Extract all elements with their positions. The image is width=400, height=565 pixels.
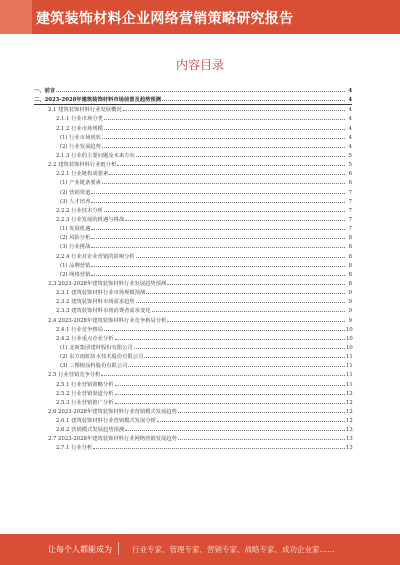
toc-entry-label: 2.5 行业营销竞争分析: [48, 372, 101, 379]
toc-entry-page: 12: [346, 408, 353, 415]
toc-entry-page: 11: [346, 372, 353, 379]
toc-entry-page: 12: [346, 418, 353, 425]
toc-entry-label: 2.1.3 行业的主要问题及未来方向: [56, 152, 135, 159]
toc-leader-dots: [157, 416, 345, 422]
toc-entry-label: 2.3.1 建筑装饰材料行业市场规模预测: [56, 290, 146, 297]
toc-leader-dots: [91, 242, 345, 248]
toc-entry-label: 2.2 建筑装饰材料行业链分析: [48, 162, 117, 169]
toc-entry-label: 2.4.2 行业重点企业分析: [56, 335, 114, 342]
toc-entry-label: 2.6 2023-2028年建筑装饰材料行业营销模式发展趋势: [48, 408, 177, 415]
toc-entry-page: 5: [348, 152, 352, 159]
toc-entry-label: 2.4 2023-2028年建筑装饰材料行业竞争格局分析: [48, 317, 167, 324]
toc-leader-dots: [134, 343, 345, 349]
toc-entry-label: 2.2.2 行业技术分析: [56, 207, 103, 214]
toc-entry[interactable]: [34, 288, 352, 297]
toc-leader-dots: [136, 252, 345, 258]
toc-entry-page: 4: [348, 143, 352, 150]
toc-entry-page: 11: [346, 354, 353, 361]
toc-leader-dots: [101, 370, 345, 376]
toc-entry[interactable]: [34, 416, 352, 425]
toc-entry-label: (2) 风险分析: [60, 235, 91, 242]
toc-entry[interactable]: [34, 261, 352, 270]
toc-entry-page: 7: [348, 207, 352, 214]
toc-entry[interactable]: [34, 105, 352, 114]
toc-leader-dots: [123, 105, 345, 111]
toc-entry[interactable]: [34, 86, 352, 95]
toc-leader-dots: [91, 224, 345, 230]
toc-leader-dots: [104, 124, 345, 130]
toc-leader-dots: [128, 361, 345, 367]
toc-entry-page: 4: [348, 125, 352, 132]
toc-leader-dots: [136, 297, 345, 303]
toc-entry-label: (3) 人才培养: [60, 198, 91, 205]
toc-entry-page: 4: [348, 116, 352, 123]
toc-entry-page: 8: [348, 280, 352, 287]
toc-entry-label: 2.5.3 行业营销推广分析: [56, 399, 114, 406]
toc-entry-label: 2.3.3 建筑装饰材料市场消费者需求变化: [56, 308, 151, 315]
toc-entry[interactable]: [34, 224, 352, 233]
toc-leader-dots: [115, 334, 345, 340]
toc-entry[interactable]: [34, 114, 352, 123]
toc-leader-dots: [115, 398, 345, 404]
footer-divider: [118, 542, 119, 555]
toc-entry-page: 10: [346, 335, 353, 342]
toc-leader-dots: [125, 215, 345, 221]
footer-slogan: 让每个人都能成为: [48, 545, 112, 554]
toc-entry-page: 7: [348, 216, 352, 223]
toc-leader-dots: [162, 95, 345, 101]
toc-entry-label: (1) 行业市场现状: [60, 134, 101, 141]
toc-entry[interactable]: [34, 151, 352, 160]
toc-entry-label: 2.4.1 行业竞争格局: [56, 326, 103, 333]
toc-entry-page: 13: [346, 445, 353, 452]
toc-entry-label: 2.3.2 建筑装饰材料市场需求趋势: [56, 299, 135, 306]
toc-entry[interactable]: [34, 270, 352, 279]
toc-entry-page: 9: [348, 317, 352, 324]
footer-experts: 行业专家、管理专家、营销专家、战略专家、成功企业家……: [132, 545, 335, 554]
toc-entry-label: 2.2.3 行业发展的机遇与挑战: [56, 216, 125, 223]
toc-leader-dots: [102, 133, 345, 139]
page-footer-bar: [0, 534, 400, 565]
toc-leader-dots: [167, 316, 345, 322]
toc-entry[interactable]: [34, 142, 352, 151]
toc-leader-dots: [115, 389, 345, 395]
toc-entry-page: 7: [348, 198, 352, 205]
toc-leader-dots: [152, 306, 345, 312]
toc-entry[interactable]: [34, 398, 352, 407]
toc-entry-label: (3) 三棵树涂料股份有限公司: [60, 363, 128, 370]
toc-leader-dots: [125, 425, 345, 431]
toc-entry[interactable]: [34, 133, 352, 142]
toc-entry-label: 2.6.2 营销模式发展趋势预测: [56, 427, 125, 434]
toc-leader-dots: [91, 188, 345, 194]
toc-entry-label: 2.1 建筑装饰材料行业发展概况: [48, 107, 122, 114]
toc-entry[interactable]: [34, 434, 352, 443]
toc-entry-label: 2.2.4 行业对企业营销的影响分析: [56, 253, 135, 260]
toc-entry-label: (1) 发展机遇: [60, 226, 91, 233]
toc-entry[interactable]: [34, 316, 352, 325]
toc-entry-label: (2) 营销渠道: [60, 189, 91, 196]
page-header-bar: [0, 0, 400, 34]
toc-entry[interactable]: [34, 425, 352, 434]
toc-entry-page: 12: [346, 399, 353, 406]
toc-leader-dots: [91, 197, 345, 203]
toc-entry-page: 8: [348, 235, 352, 242]
toc-entry-label: 2.7.1 行业分析: [56, 445, 93, 452]
toc-entry[interactable]: [34, 380, 352, 389]
toc-entry[interactable]: [34, 334, 352, 343]
toc-entry-page: 4: [348, 88, 352, 94]
toc-entry[interactable]: [34, 178, 352, 187]
toc-entry-label: 2.1.1 行业市场分类: [56, 116, 103, 123]
toc-entry[interactable]: [34, 361, 352, 370]
toc-entry-label: (2) 东方雨虹防水技术股份有限公司: [60, 354, 144, 361]
toc-entry-page: 4: [348, 107, 352, 114]
toc-leader-dots: [104, 206, 345, 212]
toc-entry[interactable]: [34, 197, 352, 206]
toc-entry[interactable]: [34, 215, 352, 224]
toc-entry[interactable]: [34, 443, 352, 452]
toc-entry-label: (3) 行业挑战: [60, 244, 91, 251]
toc-leader-dots: [93, 443, 345, 449]
toc-entry[interactable]: [34, 188, 352, 197]
toc-entry-page: 9: [348, 290, 352, 297]
toc-entry[interactable]: [34, 389, 352, 398]
toc-entry-label: 2.2.1 行业链构成要素: [56, 171, 109, 178]
toc-entry-label: 二、2023-2028年建筑装饰材料市场前景及趋势预测: [34, 97, 162, 104]
toc-entry[interactable]: [34, 407, 352, 416]
toc-entry-page: 8: [348, 262, 352, 269]
toc-entry-page: 6: [348, 171, 352, 178]
toc-entry[interactable]: [34, 124, 352, 133]
toc-entry-page: 13: [346, 436, 353, 443]
toc-leader-dots: [91, 270, 345, 276]
toc-entry[interactable]: [34, 343, 352, 352]
toc-entry-label: (1) 产业链条要素: [60, 180, 101, 187]
toc-entry-label: (2) 行业发展趋势: [60, 143, 101, 150]
toc-entry[interactable]: [34, 169, 352, 178]
toc-entry-page: 8: [348, 271, 352, 278]
toc-entry-page: 9: [348, 308, 352, 315]
toc-entry-page: 11: [346, 363, 353, 370]
toc-leader-dots: [91, 261, 345, 267]
toc-leader-dots: [136, 151, 345, 157]
toc-entry-label: 2.3 2023-2028年建筑装饰材料行业发展趋势预测: [48, 280, 167, 287]
toc-entry-label: 2.5.2 行业营销渠道分析: [56, 390, 114, 397]
toc-entry[interactable]: [34, 252, 352, 261]
toc-entry-label: (1) 北新集团建材股份有限公司: [60, 344, 133, 351]
toc-entry[interactable]: [34, 206, 352, 215]
toc-entry-page: 5: [348, 162, 352, 169]
toc-entry[interactable]: [34, 370, 352, 379]
toc-entry-page: 4: [348, 134, 352, 141]
toc-entry-page: 11: [346, 381, 353, 388]
toc-leader-dots: [178, 407, 345, 413]
toc-entry[interactable]: [34, 306, 352, 315]
toc-entry-page: 10: [346, 326, 353, 333]
toc-leader-dots: [146, 288, 345, 294]
toc-leader-dots: [56, 86, 345, 92]
toc-leader-dots: [104, 114, 345, 120]
toc-entry[interactable]: [34, 160, 352, 169]
toc-leader-dots: [115, 380, 345, 386]
toc-leader-dots: [117, 160, 345, 166]
toc-entry-page: 13: [346, 427, 353, 434]
toc-leader-dots: [102, 178, 345, 184]
toc-leader-dots: [109, 169, 345, 175]
table-of-contents: [34, 86, 352, 453]
toc-entry[interactable]: [34, 352, 352, 361]
toc-entry[interactable]: [34, 233, 352, 242]
toc-entry-page: 8: [348, 244, 352, 251]
toc-entry-page: 7: [348, 189, 352, 196]
toc-entry[interactable]: [34, 279, 352, 288]
toc-entry-page: 8: [348, 253, 352, 260]
toc-entry-page: 4: [348, 97, 352, 104]
toc-entry-page: 12: [346, 390, 353, 397]
toc-entry-label: 2.5.1 行业营销策略分析: [56, 381, 114, 388]
toc-entry[interactable]: [34, 242, 352, 251]
toc-entry[interactable]: [34, 297, 352, 306]
toc-leader-dots: [144, 352, 345, 358]
toc-entry-page: 10: [346, 344, 353, 351]
toc-entry-page: 7: [348, 226, 352, 233]
toc-entry[interactable]: [34, 95, 352, 105]
toc-entry-label: (1) 品牌营销: [60, 262, 91, 269]
toc-leader-dots: [167, 279, 345, 285]
toc-heading: 内容目录: [175, 58, 224, 72]
toc-entry-label: 2.1.2 行业市场规模: [56, 125, 103, 132]
toc-entry-label: (2) 网络营销: [60, 271, 91, 278]
toc-leader-dots: [178, 434, 345, 440]
toc-entry-label: 2.7 2023-2028年建筑装饰材料行业网络营销发展趋势: [48, 436, 177, 443]
toc-entry-label: 一、前言: [34, 88, 56, 94]
toc-leader-dots: [104, 325, 345, 331]
toc-entry-page: 6: [348, 180, 352, 187]
toc-entry[interactable]: [34, 325, 352, 334]
report-title: 建筑装饰材料企业网络营销策略研究报告: [36, 11, 294, 27]
toc-leader-dots: [91, 233, 345, 239]
toc-entry-page: 9: [348, 299, 352, 306]
toc-entry-label: 2.6.1 建筑装饰材料行业营销模式发展分析: [56, 418, 156, 425]
toc-leader-dots: [102, 142, 345, 148]
